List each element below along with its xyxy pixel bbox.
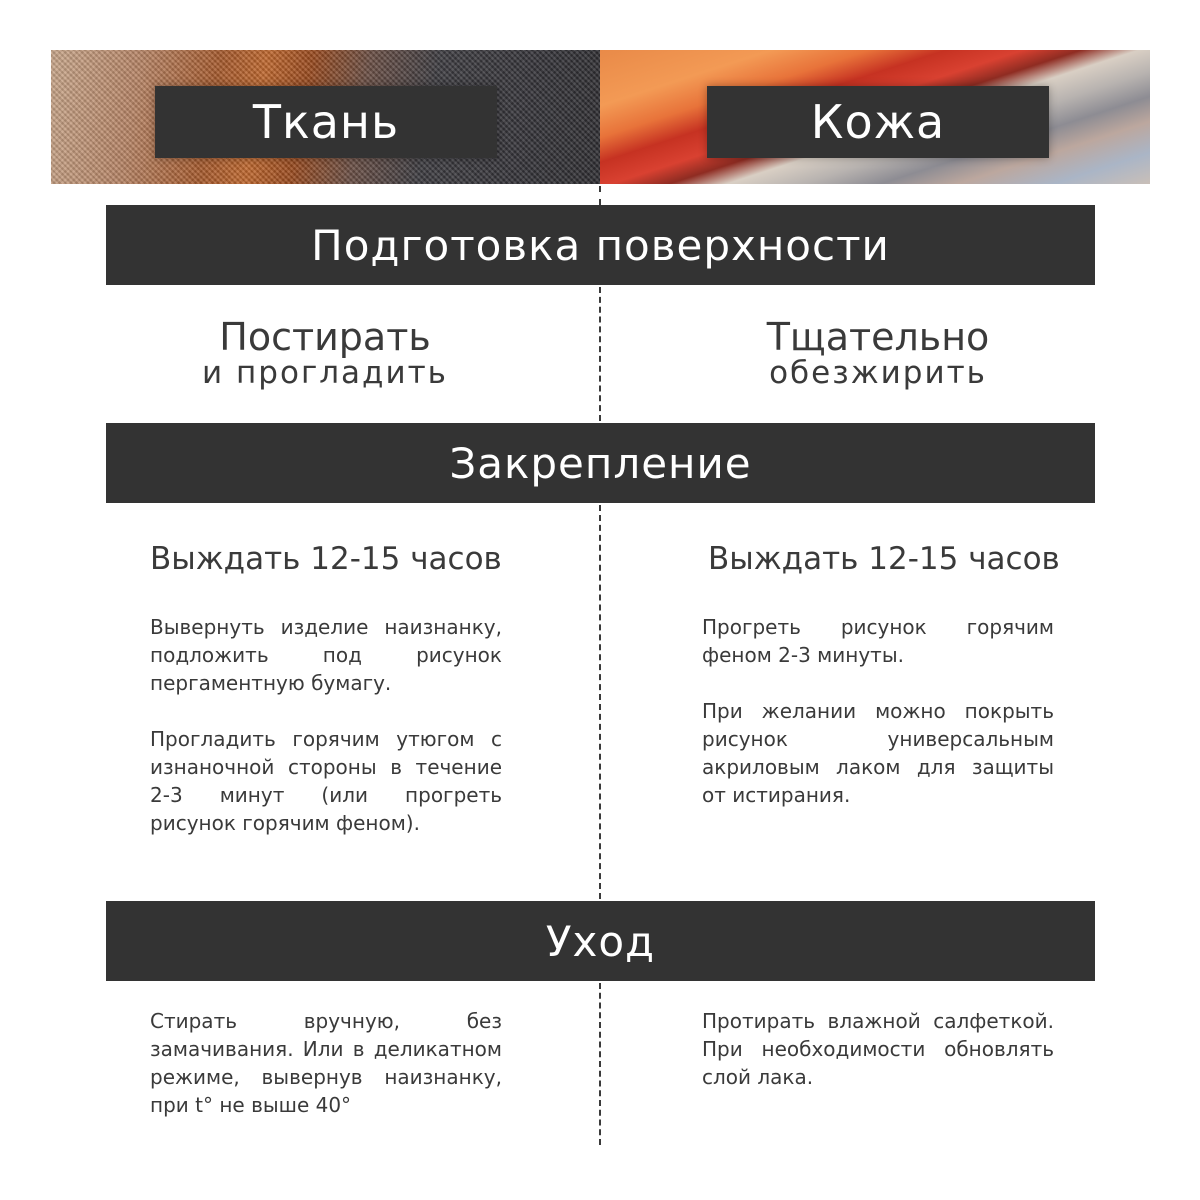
leather-care-instructions bbox=[702, 1007, 1054, 1091]
leather-prep-line2: обезжирить bbox=[769, 355, 987, 391]
fabric-fixing-step2: Прогладить горячим утюгом с изнаночной стороны в течение 2-3 минут (или прогреть рисунок горячим феном). bbox=[150, 727, 502, 835]
leather-fixing-instructions bbox=[702, 613, 1054, 809]
column-divider bbox=[599, 186, 601, 205]
fabric-image-band bbox=[51, 50, 600, 184]
fabric-wait-heading: Выждать 12-15 часов bbox=[150, 541, 502, 577]
section-title-fixing: Закрепление bbox=[106, 423, 1095, 503]
section-title-care: Уход bbox=[106, 901, 1095, 981]
leather-label: Кожа bbox=[707, 86, 1049, 158]
section-title-preparation: Подготовка поверхности bbox=[106, 205, 1095, 285]
leather-fixing-step1: Прогреть рисунок горячим феном 2-3 минуты. bbox=[702, 615, 1054, 667]
column-divider bbox=[599, 505, 601, 899]
fabric-fixing-instructions bbox=[150, 613, 502, 837]
leather-care-text: Протирать влажной салфеткой. При необходимости обновлять слой лака. bbox=[702, 1009, 1054, 1089]
leather-fixing-step2: При желании можно покрыть рисунок универсальным акриловым лаком для защиты от истирания. bbox=[702, 699, 1054, 807]
leather-image-band bbox=[600, 50, 1150, 184]
fabric-prep-line2: и прогладить bbox=[202, 355, 448, 391]
fabric-prep-line1: Постирать bbox=[219, 315, 431, 359]
fabric-fixing-step1: Вывернуть изделие наизнанку, подложить под рисунок пергаментную бумагу. bbox=[150, 615, 502, 695]
fabric-care-text: Стирать вручную, без замачивания. Или в деликатном режиме, вывернув наизнанку, при t° не выше 40° bbox=[150, 1009, 502, 1117]
fabric-care-instructions bbox=[150, 1007, 502, 1119]
leather-wait-heading: Выждать 12-15 часов bbox=[708, 541, 1060, 577]
leather-prep-line1: Тщательно bbox=[766, 315, 990, 359]
leather-preparation bbox=[702, 315, 1054, 391]
column-divider bbox=[599, 287, 601, 421]
fabric-label: Ткань bbox=[155, 86, 497, 158]
column-divider bbox=[599, 983, 601, 1145]
fabric-preparation bbox=[150, 315, 500, 391]
